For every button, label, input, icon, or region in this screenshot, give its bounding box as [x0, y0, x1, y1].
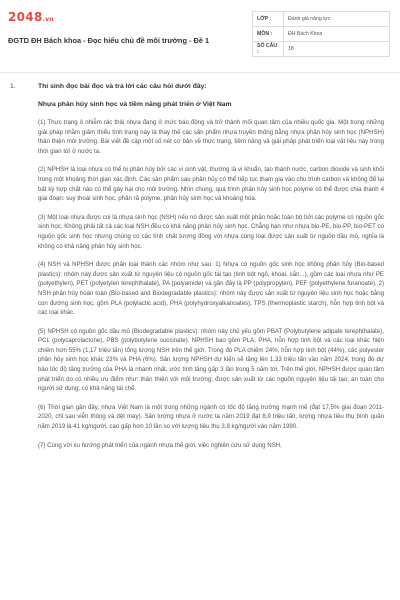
meta-label: SỐ CÂU : [253, 42, 284, 57]
meta-value: Đánh giá năng lực [284, 12, 390, 27]
passage-paragraph: (4) NSH và NPHSH được phân loại thành các nhóm như sau: 1) Nhựa có nguồn gốc sinh học không phân hủy (Bio-based plastics): nhóm này được sản xuất từ nguyên liệu có nguồn gốc tái tạo (tinh bột ngô, khoai, sắn...), gồm các loại nhựa như PE (polyethylen), PET (polyetylen terephthalate), PA (polyamide) và gần đây là PP (polypropylen), PEF (polyethylene furanoate). 2) NSH phân hủy hoàn toàn (Bio-based and Biodegradable plastics): nhóm này được sản xuất từ nguyên liệu sinh học hoặc bằng con đường sinh học, gồm PLA (polylactic acid), PHA (polyhydroxyalkanoates), TPS (thermoplastic starch), hỗn hợp tinh bột và các loại khác. [38, 261, 384, 317]
meta-row-count [253, 42, 390, 57]
meta-row-subject [253, 27, 390, 42]
meta-label: MÔN : [253, 27, 284, 42]
logo-domain: .vn [42, 16, 54, 23]
question-instruction: Thí sinh đọc bài đọc và trả lời các câu hỏi dưới đây: [38, 83, 207, 90]
passage-paragraph: (2) NPHSH là loại nhựa có thể bị phân hủy bởi các vi sinh vật, thường là vi khuẩn, tạo thành nước, carbon dioxide và sinh khối trong một khoảng thời gian xác định. Các sản phẩm sau phân hủy có thể tiếp tục tham gia vào chu trình carbon và không để lại bất kỳ hợp chất nào có thể gây hại cho môi trường. Nhìn chung, quá trình phân hủy sinh học polyme có thể được chia thành 4 giai đoạn: suy thoái sinh học, phân rã polyme, phân hủy sinh học và khoáng hóa. [38, 166, 384, 203]
page-header [0, 0, 400, 73]
meta-row-class [253, 12, 390, 27]
passage-title: Nhựa phân hủy sinh học và tiềm năng phát triển ở Việt Nam [38, 101, 232, 108]
question-number: 1. [10, 83, 16, 90]
passage-paragraph: (3) Một loại nhựa được coi là nhựa sinh học (NSH) nếu nó được sản xuất một phần hoặc toàn bộ bởi các polyme có nguồn gốc sinh học. Không phải tất cả các loại NSH đều có khả năng phân hủy sinh học. Chẳng hạn như nhựa bio-PE, bio-PP, bio-PET có nguồn gốc sinh học nhưng chúng có các tính chất tương đồng với nhựa cùng loại được sản xuất từ nguồn dầu mỏ, nghĩa là không có khả năng phân hủy sinh học. [38, 213, 384, 250]
reading-passage [38, 101, 384, 459]
passage-paragraph: (6) Thời gian gần đây, nhựa Việt Nam là một trong những ngành có tốc độ tăng trưởng mạnh mẽ (đạt 17,5% giai đoạn 2011-2020, chỉ sau viễn thông và dệt may). Sản lượng nhựa ở nước ta năm 2019 đạt 8,9 triệu tấn, lượng nhựa tiêu thụ bình quân năm 2019 là 41 kg/người, cao gấp hơn 10 lần so với lượng tiêu thụ 3,8 kg/người vào năm 1990. [38, 403, 384, 431]
site-logo[interactable] [8, 10, 54, 24]
meta-table [252, 11, 390, 57]
passage-paragraph: (7) Cùng với xu hướng phát triển của ngành nhựa thế giới, việc nghiên cứu sử dụng NSH, [38, 441, 282, 449]
meta-value: 18 [284, 42, 390, 57]
passage-paragraph: (1) Thực trạng ô nhiễm rác thải nhựa đang ở mức báo động và trở thành mối quan tâm của nhiều quốc gia. Một trong những giải pháp nhằm giảm thiểu tình trạng này là thay thế các sản phẩm nhựa truyền thống bằng nhựa phân hủy sinh học (NPHSH) thân thiện môi trường. Bài viết đề cập một số nét cơ bản về thực trạng, tiềm năng và giải pháp phát triển loại vật liệu này trong thời gian tới ở nước ta. [38, 119, 384, 155]
meta-value: ĐH Bách Khoa [284, 27, 390, 42]
logo-text: 2048 [8, 10, 43, 24]
meta-label: LỚP : [253, 12, 284, 27]
passage-paragraph: (5) NPHSH có nguồn gốc dầu mỏ (Biodegradable plastics): nhóm này chủ yếu gồm PBAT (Polybutylene adipate terephthalate), PCL (polycaprolactone), PBS (polybutylene succinate). NPHSH bao gồm PLA, PHA, hỗn hợp tinh bột và các loại khác hiện chiếm hơn 55% (1,17 triệu tấn) tổng lượng NSH trên thế giới. Trong đó PLA chiếm 24%, hỗn hợp tinh bột (44%), các polyester phân hủy sinh học khác 23% và PHA (6%). Sản lượng NPHSH dự kiến sẽ tăng lên 1,33 triệu tấn vào năm 2024, trong đó dự báo tốc độ tăng trưởng của PHA là nhanh nhất, ước tính tăng gấp 3 lần trong 5 năm tới. Trên thế giới, NPHSH được quan tâm phát triển do có nhiều ưu điểm như: thân thiện với môi trường; được sản xuất từ các nguồn nguyên liệu tái tạo; an toàn cho người sử dụng; có khả năng tái chế. [38, 327, 384, 393]
document-title: ĐGTD ĐH Bách khoa - Đọc hiểu chủ đề môi trường - Đề 1 [8, 36, 210, 45]
